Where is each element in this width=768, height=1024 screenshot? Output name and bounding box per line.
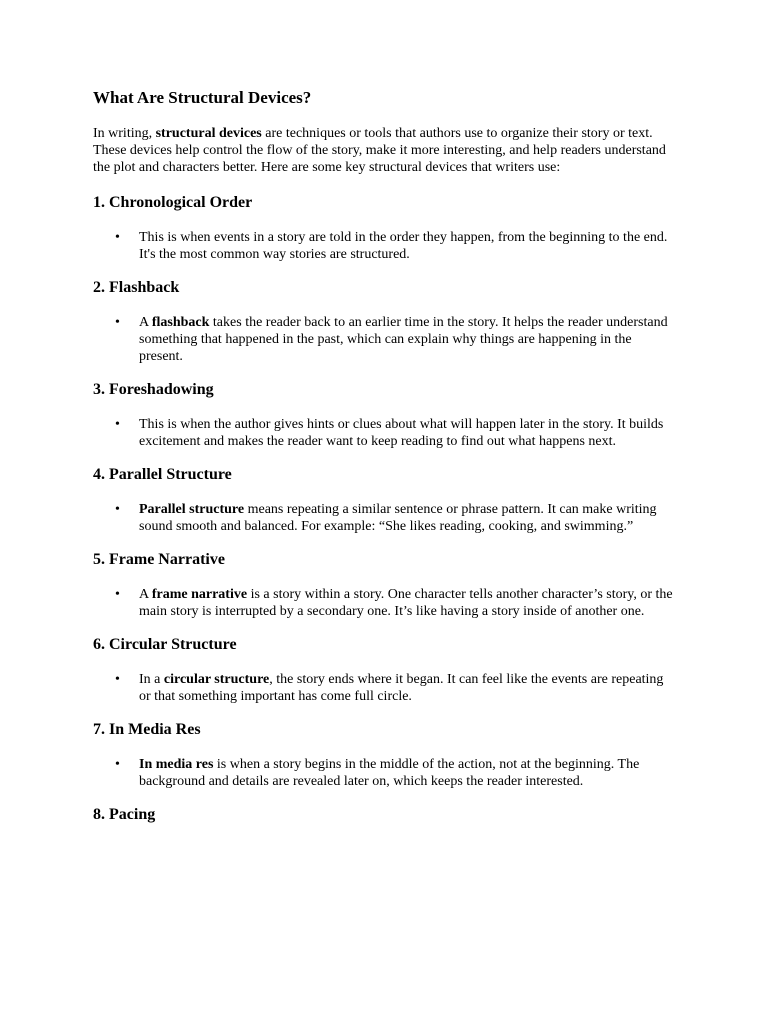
bullet-icon: •: [115, 587, 120, 602]
section-list: [93, 314, 674, 365]
bullet-icon: •: [115, 502, 120, 517]
bullet-icon: •: [115, 757, 120, 772]
section-list: [93, 416, 674, 450]
intro-text-before: In writing,: [93, 126, 156, 141]
item-bold-term: flashback: [151, 315, 210, 330]
intro-bold-term: structural devices: [155, 126, 262, 141]
item-text-after: means repeating a similar sentence or phrase pattern. It can make writing sound smooth and balanced. For example: “She likes reading, cooking, and swimming.”: [139, 502, 657, 534]
section-heading-chronological-order: 1. Chronological Order: [93, 194, 253, 211]
item-text-before: In a: [139, 672, 164, 687]
item-bold-term: Parallel structure: [139, 502, 245, 517]
list-item: [93, 229, 674, 263]
item-text-before: This is when events in a story are told in the order they happen, from the beginning to the end. It's the most common way stories are structured.: [139, 230, 668, 262]
item-text-before: This is when the author gives hints or clues about what will happen later in the story. It builds excitement and makes the reader want to keep reading to find out what happens next.: [139, 417, 664, 449]
bullet-icon: •: [115, 315, 120, 330]
section-list: [93, 671, 674, 705]
item-text-after: is when a story begins in the middle of the action, not at the beginning. The background and details are revealed later on, which keeps the reader interested.: [139, 757, 640, 789]
item-text-before: A: [139, 587, 152, 602]
list-item: [93, 501, 674, 535]
item-bold-term: In media res: [139, 757, 214, 772]
section-heading-in-media-res: 7. In Media Res: [93, 721, 201, 738]
intro-paragraph: [93, 125, 674, 176]
section-list: [93, 229, 674, 263]
section-heading-circular-structure: 6. Circular Structure: [93, 636, 237, 653]
item-text-after: , the story ends where it began. It can feel like the events are repeating or that something important has come full circle.: [139, 672, 664, 704]
item-bold-term: circular structure: [163, 672, 270, 687]
section-heading-flashback: 2. Flashback: [93, 279, 180, 296]
list-item: [93, 416, 674, 450]
section-list: [93, 501, 674, 535]
list-item: [93, 586, 674, 620]
section-heading-foreshadowing: 3. Foreshadowing: [93, 381, 214, 398]
list-item: [93, 314, 674, 365]
list-item: [93, 671, 674, 705]
item-text-before: A: [139, 315, 152, 330]
page-title: What Are Structural Devices?: [93, 88, 312, 107]
section-heading-frame-narrative: 5. Frame Narrative: [93, 551, 225, 568]
item-text-after: is a story within a story. One character tells another character’s story, or the main story is interrupted by a secondary one. It’s like having a story inside of another one.: [139, 587, 673, 619]
item-text-after: takes the reader back to an earlier time in the story. It helps the reader understand something that happened in the past, which can explain why things are happening in the present.: [139, 315, 668, 364]
intro-text-after: are techniques or tools that authors use to organize their story or text. These devices help control the flow of the story, make it more interesting, and help readers understand the plot and characters better. Here are some key structural devices that writers use:: [93, 126, 666, 175]
section-list: [93, 756, 674, 790]
list-item: [93, 756, 674, 790]
section-heading-parallel-structure: 4. Parallel Structure: [93, 466, 232, 483]
section-list: [93, 586, 674, 620]
item-bold-term: frame narrative: [151, 587, 248, 602]
bullet-icon: •: [115, 230, 120, 245]
section-heading-pacing: 8. Pacing: [93, 806, 156, 823]
bullet-icon: •: [115, 417, 120, 432]
bullet-icon: •: [115, 672, 120, 687]
